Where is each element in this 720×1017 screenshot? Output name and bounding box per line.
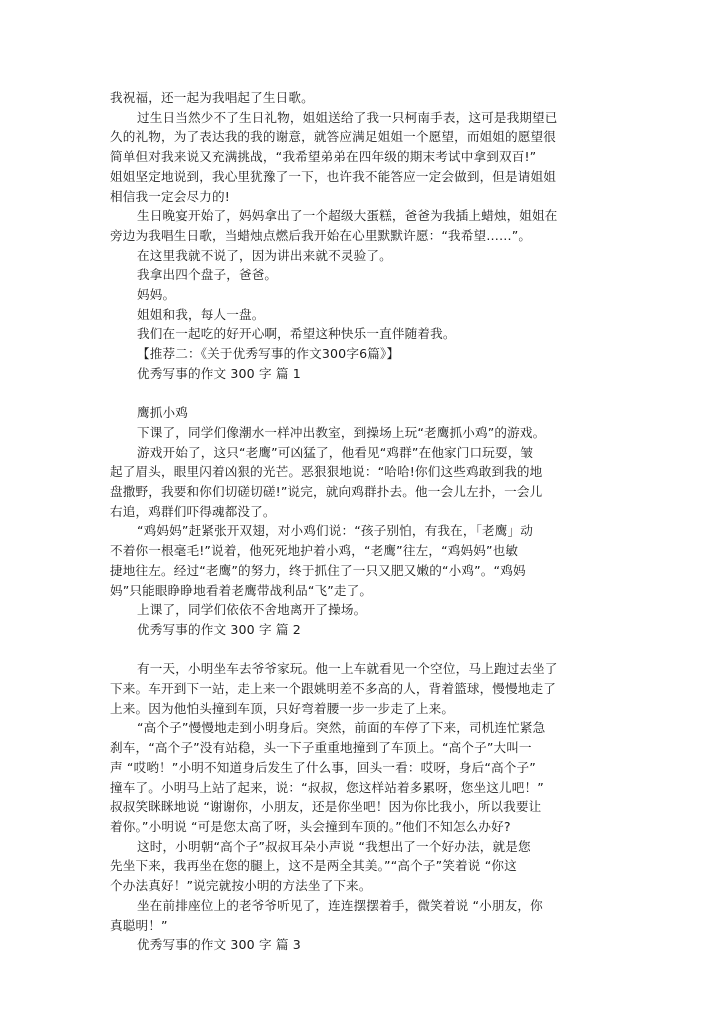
text-line: 过生日当然少不了生日礼物，姐姐送给了我一只柯南手表，这可是我期望已 [137, 109, 558, 125]
text-line: 姐姐坚定地说到，我心里犹豫了一下，也许我不能答应一定会做到，但是请姐姐 [110, 168, 557, 184]
document-page [110, 88, 620, 955]
text-line: 优秀写事的作文 300 字 篇 1 [137, 365, 301, 381]
text-line: 妈妈。 [137, 287, 176, 303]
text-line: 相信我一定会尽力的! [110, 188, 230, 204]
text-line: 妈”只能眼睁睁地看着老鹰带战利品“飞”走了。 [110, 582, 373, 598]
text-line: 久的礼物，为了表达我的我的谢意，就答应满足姐姐一个愿望，而姐姐的愿望很 [110, 129, 557, 145]
text-line: 姐姐和我，每人一盘。 [137, 306, 265, 322]
text-line: 优秀写事的作文 300 字 篇 3 [137, 937, 301, 953]
text-line: 上课了，同学们依依不舍地离开了操场。 [137, 602, 367, 618]
text-line: 不着你一根毫毛!”说着，他死死地护着小鸡，“老鹰”往左，“鸡妈妈”也敏 [110, 543, 519, 559]
text-line: 简单但对我来说又充满挑战，“我希望弟弟在四年级的期末考试中拿到双百!” [110, 149, 537, 165]
text-line: 个办法真好！”说完就按小明的方法坐了下来。 [110, 878, 372, 894]
text-line: 声 “哎哟！”小明不知道身后发生了什么事，回头一看：哎呀，身后“高个子” [110, 759, 536, 775]
blank-line [110, 640, 620, 660]
text-line: 先坐下来，我再坐在您的腿上，这不是两全其美。”“高个子”笑着说 “你这 [110, 858, 517, 874]
text-line: 右追，鸡群们吓得魂都没了。 [110, 503, 276, 519]
text-line: 坐在前排座位上的老爷爷听见了，连连摆摆着手，微笑着说 “小朋友，你 [137, 897, 543, 913]
text-line: 撞车了。小明马上站了起来，说：“叔叔，您这样站着多累呀，您坐这儿吧！” [110, 779, 544, 795]
text-line: 着你。”小明说 “可是您太高了呀，头会撞到车顶的。”他们不知怎么办好? [110, 818, 511, 834]
text-line: 这时，小明朝“高个子”叔叔耳朵小声说 “我想出了一个好办法，就是您 [137, 838, 531, 854]
text-line: 盘撒野，我要和你们切磋切磋!”说完，就向鸡群扑去。他一会儿左扑，一会儿 [110, 484, 543, 500]
text-line: 下课了，同学们像潮水一样冲出教室，到操场上玩“老鹰抓小鸡”的游戏。 [137, 424, 546, 440]
text-line: “鸡妈妈”赶紧张开双翅，对小鸡们说：“孩子别怕，有我在，「老鹰」动 [137, 523, 534, 539]
text-line: 鹰抓小鸡 [137, 405, 188, 421]
text-line: 生日晚宴开始了，妈妈拿出了一个超级大蛋糕，爸爸为我插上蜡烛，姐姐在 [137, 208, 558, 224]
text-line: 优秀写事的作文 300 字 篇 2 [137, 621, 301, 637]
text-line: 我祝福，还一起为我唱起了生日歌。 [110, 90, 314, 105]
blank-line [110, 384, 620, 404]
text-line: 捷地往左。经过“老鹰”的努力，终于抓住了一只又肥又嫩的“小鸡”。“鸡妈 [110, 562, 526, 578]
text-line: 游戏开始了，这只“老鹰”可凶猛了，他看见“鸡群”在他家门口玩耍，皱 [137, 444, 534, 460]
text-line: 真聪明！” [110, 917, 168, 933]
text-line: 下来。车开到下一站，走上来一个跟姚明差不多高的人，背着篮球，慢慢地走了 [110, 681, 557, 697]
text-line: 旁边为我唱生日歌，当蜡烛点燃后我开始在心里默默许愿：“我希望……”。 [110, 227, 532, 243]
text-line: 【推荐二：《关于优秀写事的作文300字6篇》】 [137, 346, 400, 362]
text-line: 在这里我就不说了，因为讲出来就不灵验了。 [137, 247, 392, 263]
text-line: 有一天，小明坐车去爷爷家玩。他一上车就看见一个空位，马上跑过去坐了 [137, 661, 558, 677]
text-line: 叔叔笑眯眯地说 “谢谢你，小朋友，还是你坐吧！因为你比我小，所以我要让 [110, 799, 542, 815]
text-line: 我们在一起吃的好开心啊，希望这种快乐一直伴随着我。 [137, 326, 456, 342]
text-line: 刹车，“高个子”没有站稳，头一下子重重地撞到了车顶上。“高个子”大叫一 [110, 740, 532, 756]
text-line: 起了眉头，眼里闪着凶狠的光芒。恶狠狠地说：“哈哈!你们这些鸡敢到我的地 [110, 464, 543, 480]
text-line: 我拿出四个盘子，爸爸。 [137, 267, 278, 283]
text-line: “高个子”慢慢地走到小明身后。突然，前面的车停了下来，司机连忙紧急 [137, 720, 546, 736]
text-line: 上来。因为他怕头撞到车顶，只好弯着腰一步一步走了上来。 [110, 700, 455, 716]
